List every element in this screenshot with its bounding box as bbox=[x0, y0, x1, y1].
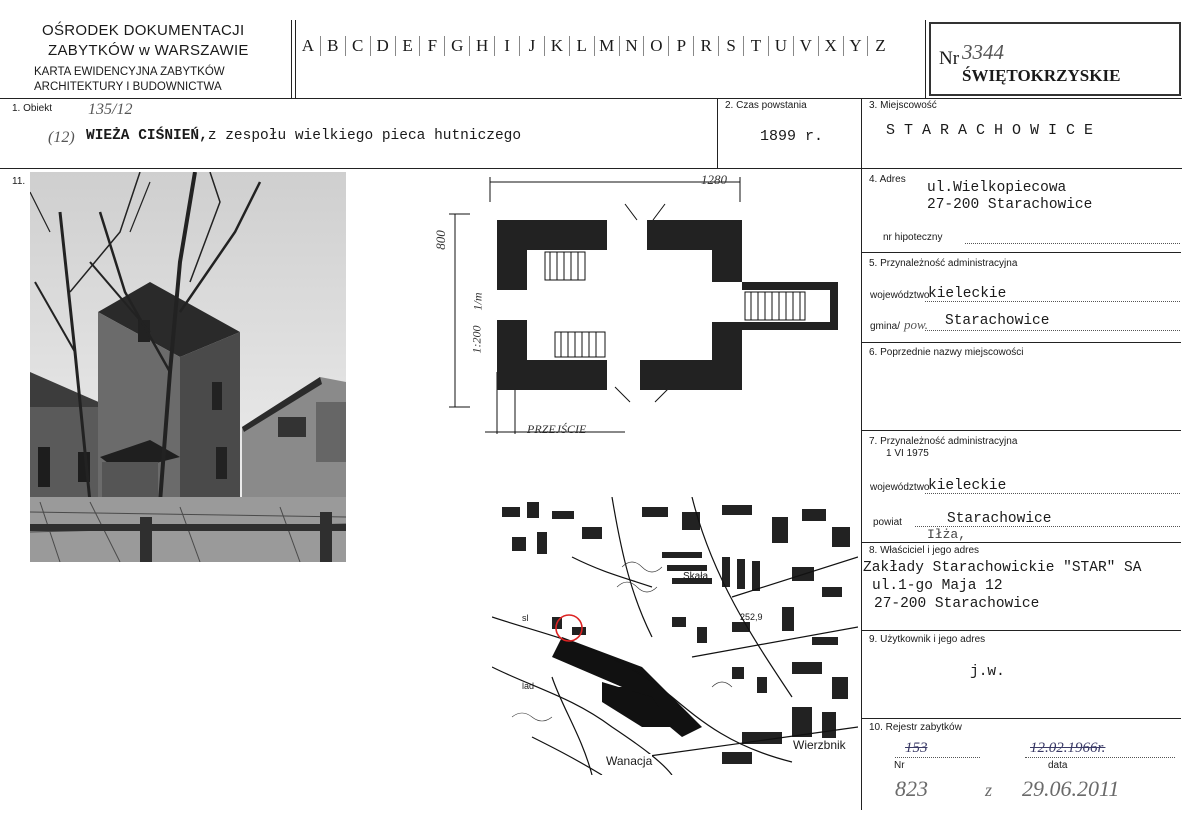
map-label-height: 252,9 bbox=[740, 612, 763, 622]
letter-p: P bbox=[668, 36, 693, 56]
powiat7-extra: Iłża, bbox=[927, 527, 967, 542]
obiekt-code: 135/12 bbox=[88, 101, 133, 118]
powiat7-label: powiat bbox=[873, 517, 902, 528]
nr-value: 3344 bbox=[962, 40, 1004, 64]
rejestr-old-date: 12.02.1966r. bbox=[1030, 740, 1106, 756]
adres-label: 4. Adres bbox=[869, 174, 906, 185]
miejscowosc-label: 3. Miejscowość bbox=[869, 100, 937, 111]
section-11-label: 11. bbox=[12, 176, 26, 187]
obiekt-code-prefix: (12) bbox=[48, 129, 75, 146]
map-label-lad: lad bbox=[522, 681, 535, 691]
floor-plan bbox=[425, 172, 855, 442]
letter-n: N bbox=[619, 36, 644, 56]
czas-value: 1899 r. bbox=[760, 128, 824, 145]
header bbox=[0, 0, 1198, 100]
wojewodztwo7-value: kieleckie bbox=[928, 478, 1007, 494]
gmina5-value: Starachowice bbox=[945, 313, 1050, 329]
letter-t: T bbox=[743, 36, 768, 56]
letter-u: U bbox=[768, 36, 793, 56]
card-type-line2: ARCHITEKTURY I BUDOWNICTWA bbox=[34, 81, 222, 93]
region-name: ŚWIĘTOKRZYSKIE bbox=[962, 66, 1121, 85]
plan-scale-top: 1/m bbox=[470, 292, 485, 311]
org-name-line1: OŚRODEK DOKUMENTACJI bbox=[42, 22, 245, 39]
hipoteczny-label: nr hipoteczny bbox=[883, 232, 943, 243]
rejestr-label: 10. Rejestr zabytków bbox=[869, 722, 962, 733]
map-label-sl: sl bbox=[522, 613, 529, 623]
letter-r: R bbox=[693, 36, 718, 56]
letter-s: S bbox=[718, 36, 743, 56]
plan-scale-side: 1:200 bbox=[469, 325, 484, 354]
letter-o: O bbox=[643, 36, 668, 56]
letter-c: C bbox=[345, 36, 370, 56]
uzytkownik-label: 9. Użytkownik i jego adres bbox=[869, 634, 986, 645]
wlasciciel-line2: ul.1-go Maja 12 bbox=[872, 578, 1003, 594]
letter-b: B bbox=[320, 36, 345, 56]
rejestr-old-nr: 153 bbox=[905, 740, 928, 756]
wojewodztwo7-label: województwo bbox=[870, 482, 930, 493]
miejscowosc-value: S T A R A C H O W I C E bbox=[886, 122, 1094, 139]
location-map bbox=[492, 497, 858, 775]
card-type-line1: KARTA EWIDENCYJNA ZABYTKÓW bbox=[34, 66, 225, 78]
rejestr-sep: z bbox=[985, 780, 993, 800]
letter-k: K bbox=[544, 36, 569, 56]
plan-dim-top: 1280 bbox=[701, 172, 727, 187]
wlasciciel-line3: 27-200 Starachowice bbox=[874, 596, 1040, 612]
gmina5-hand: pow. bbox=[904, 317, 928, 332]
uzytkownik-value: j.w. bbox=[970, 664, 1005, 680]
letter-d: D bbox=[370, 36, 395, 56]
letter-g: G bbox=[444, 36, 469, 56]
adres-line2: 27-200 Starachowice bbox=[927, 197, 1093, 213]
obiekt-name-bold: WIEŻA CIŚNIEŃ, bbox=[86, 128, 208, 144]
letter-a: A bbox=[301, 36, 315, 55]
przynaleznosc5-label: 5. Przynależność administracyjna bbox=[869, 258, 1018, 269]
rejestr-new-date: 29.06.2011 bbox=[1022, 776, 1120, 801]
obiekt-name-rest: z zespołu wielkiego pieca hutniczego bbox=[207, 128, 522, 144]
map-label-wierzbnik: Wierzbnik bbox=[793, 738, 846, 752]
powiat7-value: Starachowice bbox=[947, 511, 1052, 527]
map-label-skala: Skała bbox=[683, 571, 709, 582]
obiekt-label: 1. Obiekt bbox=[12, 103, 53, 114]
adres-line1: ul.Wielkopiecowa bbox=[927, 180, 1067, 196]
tower-photo bbox=[30, 172, 346, 562]
letter-x: X bbox=[818, 36, 843, 56]
letter-i: I bbox=[494, 36, 519, 56]
rejestr-data-label: data bbox=[1048, 760, 1068, 771]
letter-z: Z bbox=[867, 36, 892, 56]
wlasciciel-label: 8. Właściciel i jego adres bbox=[869, 545, 980, 556]
czas-label: 2. Czas powstania bbox=[725, 100, 807, 111]
wojewodztwo5-label: województwo bbox=[870, 290, 930, 301]
letter-j: J bbox=[519, 36, 544, 56]
przynaleznosc7-label: 7. Przynależność administracyjna bbox=[869, 436, 1018, 447]
rejestr-new-nr: 823 bbox=[895, 776, 928, 801]
gmina5-label: gmina/ bbox=[870, 321, 901, 332]
letter-m: M bbox=[594, 36, 619, 56]
nr-label: Nr bbox=[939, 48, 960, 69]
rejestr-nr-label: Nr bbox=[894, 760, 905, 771]
letter-e: E bbox=[395, 36, 420, 56]
letter-l: L bbox=[569, 36, 594, 56]
wojewodztwo5-value: kieleckie bbox=[928, 286, 1007, 302]
plan-dim-side: 800 bbox=[432, 230, 448, 250]
poprzednie-label: 6. Poprzednie nazwy miejscowości bbox=[869, 347, 1024, 358]
wlasciciel-line1: Zakłady Starachowickie "STAR" SA bbox=[863, 560, 1142, 576]
letter-h: H bbox=[469, 36, 494, 56]
classification-letters bbox=[296, 36, 892, 56]
letter-y: Y bbox=[843, 36, 868, 56]
map-label-wanacja: Wanacja bbox=[606, 754, 653, 768]
plan-bottom-label: PRZEJŚCIE bbox=[527, 422, 587, 436]
obiekt-name bbox=[86, 128, 521, 144]
letter-f: F bbox=[419, 36, 444, 56]
przynaleznosc7-date: 1 VI 1975 bbox=[886, 448, 929, 459]
letter-v: V bbox=[793, 36, 818, 56]
org-name-line2: ZABYTKÓW w WARSZAWIE bbox=[48, 42, 249, 59]
